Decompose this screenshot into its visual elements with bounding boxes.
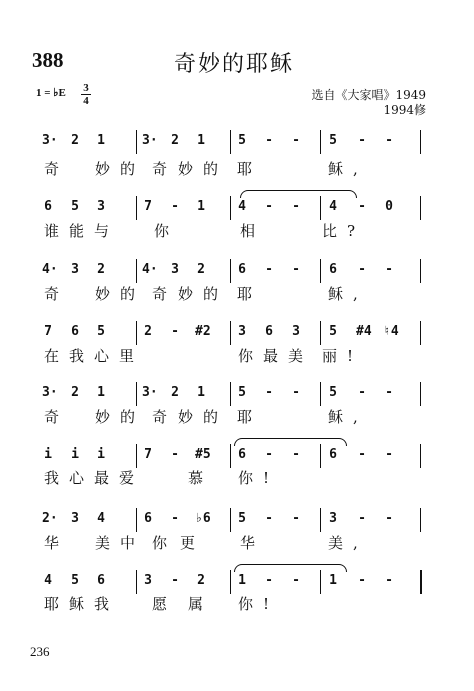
page-number: 236 [30, 644, 50, 659]
note: 2 [197, 262, 205, 277]
note: - [265, 447, 273, 462]
note: - [358, 447, 366, 462]
barline [320, 508, 321, 532]
note: - [265, 262, 273, 277]
note: 2 [97, 262, 105, 277]
note: 3 [292, 324, 300, 339]
note: - [358, 262, 366, 277]
note: 1 [238, 573, 246, 588]
staff-line-4 [0, 321, 474, 345]
note: 1 [197, 385, 205, 400]
note: 3· [142, 385, 158, 400]
lyric-text: 华 [240, 534, 266, 552]
time-signature-top: 3 [83, 82, 89, 94]
note: - [265, 133, 273, 148]
note: - [265, 573, 273, 588]
note: 2 [71, 385, 79, 400]
note: 3· [42, 385, 58, 400]
barline [420, 196, 421, 220]
note: 3 [171, 262, 179, 277]
note: 2 [71, 133, 79, 148]
note: 3 [71, 511, 79, 526]
note: 6 [97, 573, 105, 588]
note: 2 [171, 133, 179, 148]
barline [420, 444, 421, 468]
lyric-text: 奇 [44, 285, 70, 303]
note: 6 [329, 447, 337, 462]
staff-line-8 [0, 570, 474, 594]
note: 3 [97, 199, 105, 214]
barline [230, 130, 231, 154]
note: 1 [197, 199, 205, 214]
note: 7 [144, 199, 152, 214]
lyric-text: 你! [238, 469, 280, 487]
note: 3 [144, 573, 152, 588]
staff-line-3 [0, 259, 474, 283]
barline [230, 321, 231, 345]
lyric-text: 稣, [328, 285, 368, 303]
barline [420, 570, 422, 594]
note: i [97, 447, 105, 462]
note: - [385, 385, 393, 400]
barline [320, 444, 321, 468]
lyric-text: 妙的 [95, 408, 146, 426]
lyric-text: 相 [240, 222, 266, 240]
note: 5 [71, 573, 79, 588]
note: 1 [197, 133, 205, 148]
staff-line-7 [0, 508, 474, 532]
source-credit: 选自《大家唱》1949 [311, 88, 426, 102]
lyric-text: 华 [44, 534, 70, 552]
lyric-text: 耶 [237, 408, 263, 426]
note: - [385, 133, 393, 148]
note: - [292, 199, 300, 214]
revision-note: 1994修 [383, 103, 426, 117]
barline [230, 382, 231, 406]
note: 0 [385, 199, 393, 214]
note: #2 [195, 324, 211, 339]
note: 6 [71, 324, 79, 339]
note: 2 [197, 573, 205, 588]
lyric-text: 我心最爱 [44, 469, 145, 487]
note: - [292, 385, 300, 400]
lyric-text: 你 [154, 222, 180, 240]
barline [230, 508, 231, 532]
note: 3· [42, 133, 58, 148]
barline [136, 444, 137, 468]
barline [420, 508, 421, 532]
note: - [292, 262, 300, 277]
barline [320, 259, 321, 283]
note: 4· [142, 262, 158, 277]
time-signature [80, 82, 92, 107]
barline [136, 196, 137, 220]
hymn-title: 奇妙的耶稣 [174, 52, 295, 77]
lyric-text: 稣, [328, 408, 368, 426]
barline [230, 196, 231, 220]
note: - [358, 511, 366, 526]
barline [136, 130, 137, 154]
note: - [171, 199, 179, 214]
note: 3 [71, 262, 79, 277]
note: - [292, 573, 300, 588]
lyric-text: 愿 [152, 595, 178, 613]
lyric-text: 谁能与 [44, 222, 120, 240]
lyric-text: 更 [180, 534, 206, 552]
lyric-text: 妙的 [95, 285, 146, 303]
barline [230, 444, 231, 468]
barline [420, 321, 421, 345]
lyric-text: 奇 [44, 160, 70, 178]
lyric-text: 奇 [152, 160, 178, 178]
note: - [385, 511, 393, 526]
barline [320, 570, 321, 594]
key-signature: 1 = ♭E [36, 87, 66, 99]
note: 6 [238, 447, 246, 462]
lyric-text: 稣, [328, 160, 368, 178]
note: - [292, 133, 300, 148]
lyric-text: 你 [152, 534, 178, 552]
note: 5 [71, 199, 79, 214]
note: 6 [144, 511, 152, 526]
note: 1 [97, 385, 105, 400]
lyric-text: 耶稣我 [44, 595, 120, 613]
note: - [292, 447, 300, 462]
note: - [358, 573, 366, 588]
barline [136, 321, 137, 345]
note: ♮4 [383, 324, 399, 339]
note: 4 [44, 573, 52, 588]
staff-line-5 [0, 382, 474, 406]
note: - [171, 447, 179, 462]
note: - [265, 511, 273, 526]
lyric-text: 耶 [237, 160, 263, 178]
note: - [358, 385, 366, 400]
note: 6 [265, 324, 273, 339]
note: ♭6 [195, 511, 211, 526]
barline [320, 382, 321, 406]
note: 1 [329, 573, 337, 588]
lyric-text: 你最美 [238, 347, 314, 365]
barline [136, 508, 137, 532]
note: 3 [238, 324, 246, 339]
note: 5 [329, 324, 337, 339]
note: - [171, 511, 179, 526]
lyric-text: 丽! [322, 347, 364, 365]
tie-slur [234, 438, 347, 446]
staff-line-1 [0, 130, 474, 154]
note: - [385, 447, 393, 462]
tie-slur [234, 564, 347, 572]
lyric-text: 奇 [152, 408, 178, 426]
note: 1 [97, 133, 105, 148]
staff-line-2 [0, 196, 474, 220]
note: #4 [356, 324, 372, 339]
lyric-text: 美中 [95, 534, 146, 552]
lyric-text: 妙的 [178, 160, 229, 178]
note: 2 [171, 385, 179, 400]
note: - [265, 385, 273, 400]
barline [136, 259, 137, 283]
time-signature-bottom: 4 [83, 95, 89, 107]
note: 5 [238, 133, 246, 148]
note: - [358, 199, 366, 214]
note: 5 [238, 511, 246, 526]
note: - [265, 199, 273, 214]
barline [420, 259, 421, 283]
note: i [44, 447, 52, 462]
lyric-text: 在我心里 [44, 347, 145, 365]
note: #5 [195, 447, 211, 462]
note: 4· [42, 262, 58, 277]
note: 6 [238, 262, 246, 277]
barline [230, 570, 231, 594]
barline [320, 130, 321, 154]
note: 7 [44, 324, 52, 339]
lyric-text: 奇 [44, 408, 70, 426]
lyric-text: 美, [328, 534, 368, 552]
note: 4 [238, 199, 246, 214]
note: 5 [97, 324, 105, 339]
note: 5 [329, 133, 337, 148]
lyric-text: 妙的 [95, 160, 146, 178]
note: 5 [238, 385, 246, 400]
note: 6 [329, 262, 337, 277]
barline [320, 321, 321, 345]
lyric-text: 比? [322, 222, 366, 240]
note: - [292, 511, 300, 526]
lyric-text: 奇 [152, 285, 178, 303]
barline [320, 196, 321, 220]
note: 2 [144, 324, 152, 339]
note: 4 [97, 511, 105, 526]
note: - [385, 573, 393, 588]
lyric-text: 妙的 [178, 285, 229, 303]
lyric-text: 你! [238, 595, 280, 613]
staff-line-6 [0, 444, 474, 468]
note: 7 [144, 447, 152, 462]
note: 3· [142, 133, 158, 148]
hymn-number: 388 [32, 48, 64, 72]
barline [420, 382, 421, 406]
note: - [358, 133, 366, 148]
lyric-text: 耶 [237, 285, 263, 303]
note: - [171, 573, 179, 588]
note: 6 [44, 199, 52, 214]
note: 4 [329, 199, 337, 214]
tie-slur [240, 190, 357, 198]
note: - [385, 262, 393, 277]
lyric-text: 妙的 [178, 408, 229, 426]
lyric-text: 慕 [188, 469, 214, 487]
note: 2· [42, 511, 58, 526]
note: i [71, 447, 79, 462]
note: 3 [329, 511, 337, 526]
note: - [171, 324, 179, 339]
barline [136, 382, 137, 406]
lyric-text: 属 [188, 595, 214, 613]
barline [230, 259, 231, 283]
barline [420, 130, 421, 154]
barline [136, 570, 137, 594]
note: 5 [329, 385, 337, 400]
